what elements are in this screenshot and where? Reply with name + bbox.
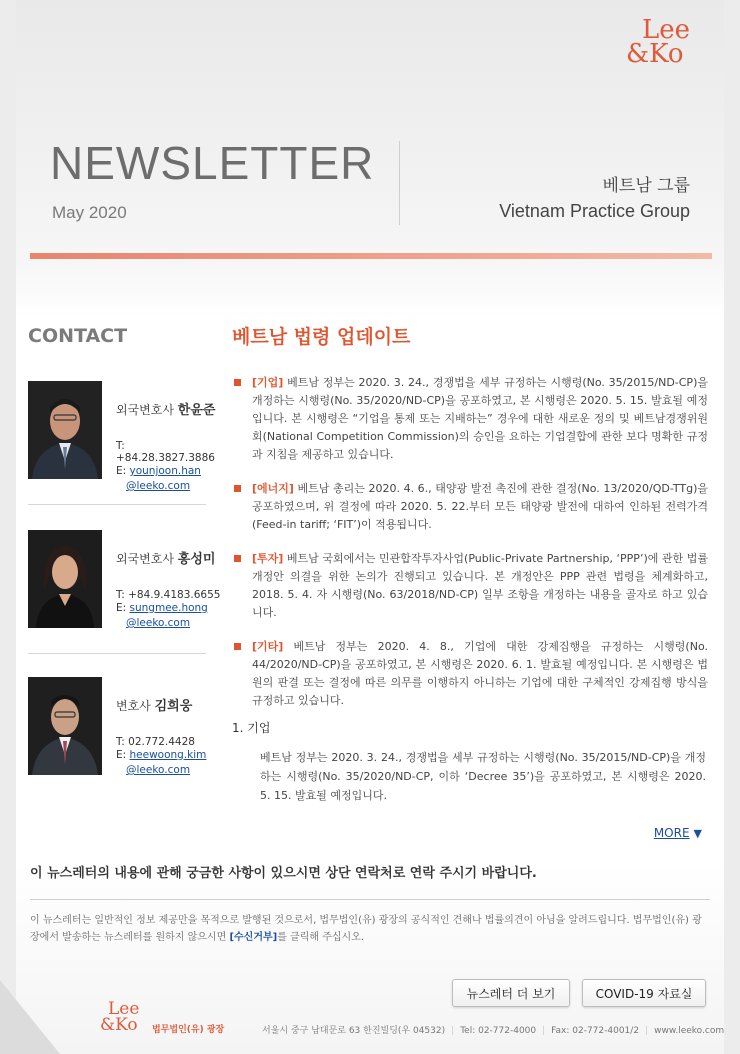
- footer-divider: [30, 899, 710, 900]
- update-item: [232, 638, 708, 710]
- lawyer-name: 한윤준: [177, 403, 216, 418]
- lee-ko-logo[interactable]: [622, 15, 692, 69]
- update-tag: [기업]: [252, 376, 284, 389]
- newsletter-page: [16, 0, 724, 1054]
- lawyer-email: [116, 748, 226, 778]
- lawyer-photo: [28, 381, 102, 479]
- lawyer-position: 외국변호사: [116, 403, 178, 417]
- update-list: [232, 374, 708, 726]
- more-newsletters-button[interactable]: 뉴스레터 더 보기: [452, 979, 570, 1007]
- lawyer-phone: T: +84.9.4183.6655: [116, 589, 221, 601]
- email-prefix: E:: [116, 465, 130, 477]
- subsection-heading: 1. 기업: [232, 721, 271, 735]
- firm-name-kr: 법무법인(유) 광장: [152, 1025, 225, 1035]
- lawyer-info: [116, 381, 226, 494]
- lawyer-name: 홍성미: [177, 552, 216, 567]
- triangle-down-icon: ▼: [693, 827, 702, 840]
- update-item: [232, 480, 708, 534]
- lawyer-info: [116, 530, 226, 631]
- divider-bar: |: [645, 1026, 649, 1036]
- email-link-domain[interactable]: @leeko.com: [126, 480, 191, 492]
- disclaimer: [30, 912, 710, 946]
- divider-bar: |: [451, 1026, 455, 1036]
- header-accent-bar: [30, 253, 712, 259]
- update-tag: [기타]: [252, 640, 284, 653]
- update-item: [232, 550, 708, 622]
- lawyer-title: [116, 399, 226, 418]
- update-item: [232, 374, 708, 464]
- more-label: MORE: [653, 826, 690, 840]
- update-text: 베트남 국회에서는 민관합작투자사업(Public-Private Partnership, ‘PPP’)에 관한 법률 개정안 의결을 위한 논의가 진행되고 있습니다. 본 개정안은 PPP 관련 법령을 체계화하고, 2018. 5. 4. 자 시행령(No. 63/2018/ND-CP) 일부 조항을 개정하는 내용을 골자로 하고 있습니다.: [252, 552, 708, 619]
- logo-line-2: &Ko: [626, 39, 684, 69]
- update-tag: [에너지]: [252, 482, 294, 495]
- newsletter-date: May 2020: [52, 203, 127, 222]
- lawyer-position: 변호사: [116, 699, 155, 713]
- practice-group-kr: 베트남 그룹: [602, 176, 690, 196]
- update-text: 베트남 총리는 2020. 4. 6., 태양광 발전 촉진에 관한 결정(No. 13/2020/QD-TTg)을 공포하였으며, 위 결정에 따라 2020. 5. 22.부터 모든 태양광 발전에 대하여 인하된 전력가격(Feed-in tariff; ‘FIT’)이 적용됩니다.: [252, 482, 708, 531]
- lawyer-name: 김희웅: [154, 699, 193, 714]
- covid-resources-button[interactable]: COVID-19 자료실: [582, 979, 706, 1007]
- disclaimer-text-end: 를 클릭해 주십시오.: [277, 932, 365, 943]
- email-link[interactable]: heewoong.kim: [129, 749, 207, 761]
- subsection-body: 베트남 정부는 2020. 3. 24., 경쟁법을 세부 규정하는 시행령(No. 35/2015/ND-CP)을 개정하는 시행령(No. 35/2020/ND-CP, 이하 ‘Decree 35’)을 공포하였고, 본 시행령은 2020. 5. 15. 발효될 예정입니다.: [260, 751, 706, 802]
- firm-fax: Fax: 02-772-4001/2: [551, 1026, 640, 1036]
- square-bullet-icon: [234, 555, 241, 562]
- email-link-domain[interactable]: @leeko.com: [126, 764, 191, 776]
- lawyer-phone: T: 02.772.4428: [116, 736, 195, 748]
- divider-bar: |: [542, 1026, 546, 1036]
- page-curl-decoration: [0, 980, 60, 1054]
- square-bullet-icon: [234, 643, 241, 650]
- newsletter-title: NEWSLETTER: [50, 137, 375, 189]
- section-title: 베트남 법령 업데이트: [232, 326, 411, 348]
- logo-line-1: Lee: [641, 15, 690, 45]
- more-link[interactable]: [654, 826, 702, 840]
- email-link-domain[interactable]: @leeko.com: [126, 617, 191, 629]
- lawyer-photo: [28, 677, 102, 775]
- square-bullet-icon: [234, 379, 241, 386]
- contact-heading: CONTACT: [28, 325, 128, 347]
- footer-logo-line-1: Lee: [108, 999, 140, 1019]
- update-text: 베트남 정부는 2020. 3. 24., 경쟁법을 세부 규정하는 시행령(No. 35/2015/ND-CP)을 개정하는 시행령(No. 35/2020/ND-CP)을 공포하였고, 본 시행령은 2020. 5. 15. 발효될 예정입니다. 본 시행령은 “기업을 통제 또는 지배하는” 경우에 대한 새로운 정의 및 베트남경쟁위원회(National Competition Commission)의 승인을 요하는 기업결합에 관한 보다 명확한 규정과 지침을 제공하고 있습니다.: [252, 376, 708, 461]
- lawyer-info: [116, 677, 226, 778]
- update-text: 베트남 정부는 2020. 4. 8., 기업에 대한 강제집행을 규정하는 시행령(No. 44/2020/ND-CP)을 공포하였고, 본 시행령은 2020. 6. 1. 발효될 예정입니다. 본 시행령은 법원의 판결 또는 결정에 따른 의무를 이행하지 아니하는 기업에 대한 구체적인 강제집행 방식을 규정하고 있습니다.: [252, 640, 708, 707]
- footer-logo-line-2: &Ko: [100, 1015, 138, 1035]
- firm-contact-line: [262, 1023, 724, 1036]
- lawyer-email: [116, 464, 226, 494]
- contact-divider: [28, 653, 206, 654]
- email-prefix: E:: [116, 749, 130, 761]
- firm-address: 서울시 중구 남대문로 63 한진빌딩(우 04532): [262, 1026, 446, 1036]
- email-link[interactable]: younjoon.han: [129, 465, 201, 477]
- header-divider: [399, 141, 400, 225]
- lawyer-email: [116, 601, 226, 631]
- firm-website[interactable]: www.leeko.com: [654, 1026, 725, 1036]
- lawyer-phone: T: +84.28.3827.3886: [116, 440, 215, 464]
- email-prefix: E:: [116, 602, 130, 614]
- lawyer-title: [116, 695, 226, 714]
- lawyer-photo: [28, 530, 102, 628]
- contact-divider: [28, 504, 206, 505]
- unsubscribe-link[interactable]: [수신거부]: [229, 932, 278, 943]
- inquiry-note: 이 뉴스레터의 내용에 관해 궁금한 사항이 있으시면 상단 연락처로 연락 주시기 바랍니다.: [30, 866, 537, 881]
- email-link[interactable]: sungmee.hong: [129, 602, 208, 614]
- lawyer-position: 외국변호사: [116, 552, 178, 566]
- footer-logo[interactable]: [100, 1001, 139, 1033]
- square-bullet-icon: [234, 485, 241, 492]
- practice-group-en: Vietnam Practice Group: [499, 201, 690, 221]
- firm-phone: Tel: 02-772-4000: [460, 1026, 537, 1036]
- lawyer-title: [116, 548, 226, 567]
- disclaimer-text: 이 뉴스레터는 일반적인 정보 제공만을 목적으로 발행된 것으로서, 법무법인(유) 광장의 공식적인 견해나 법률의견이 아님을 알려드립니다. 법무법인(유) 광장에서 발송하는 뉴스레터를 원하지 않으시면: [30, 915, 702, 943]
- update-tag: [투자]: [252, 552, 284, 565]
